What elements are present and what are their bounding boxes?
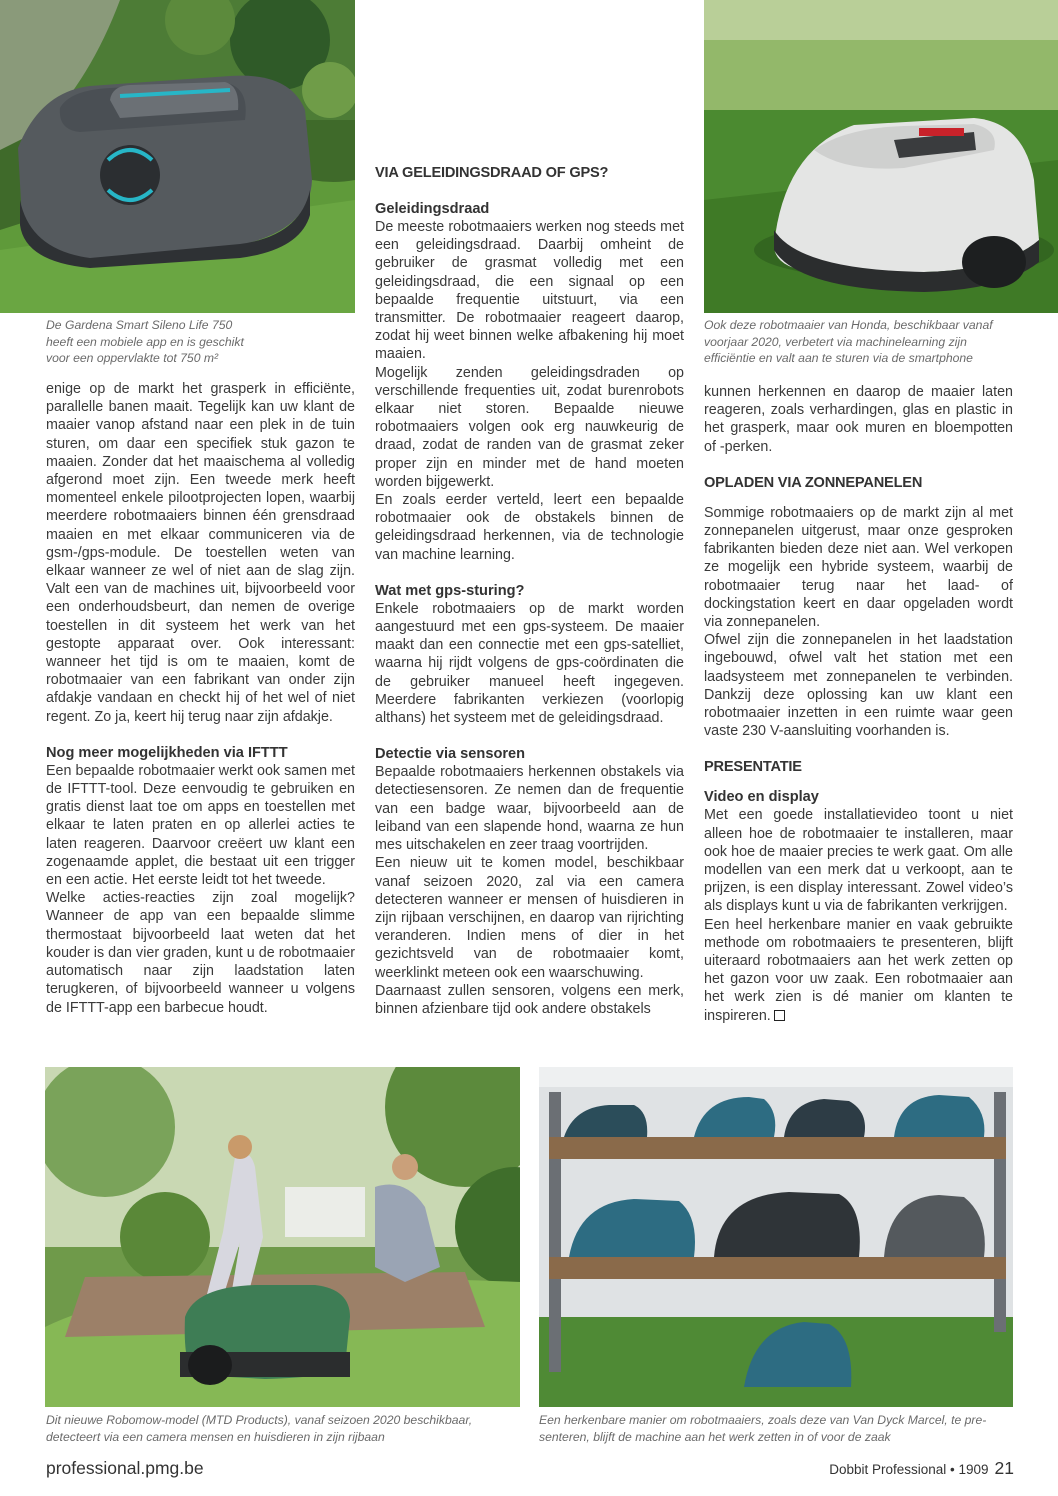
body-paragraph: Enkele robotmaaiers op de markt worden aangestuurd met een gps-systeem. De maaier maakt dan een connectie met een gps-satelliet, waarna hij rijdt volgens de gps-coördinaten die de gebruiker manueel heeft ingegeven. Meerdere fabrikanten verkiezen (voorlopig althans) het systeem met de geleidingsdraad. <box>375 600 684 727</box>
caption-line: Een herkenbare manier om robotmaaiers, zoals deze van Van Dyck Marcel, te pre- <box>539 1413 987 1427</box>
caption-line: Dit nieuwe Robomow-model (MTD Products), vanaf seizoen 2020 beschikbaar, <box>46 1413 473 1427</box>
section-heading-zonnepanelen: OPLADEN VIA ZONNEPANELEN <box>704 474 923 491</box>
section-heading-gps: VIA GELEIDINGSDRAAD OF GPS? <box>375 165 609 181</box>
caption-line: Ook deze robotmaaier van Honda, beschikbaar vanaf <box>704 318 993 332</box>
shop-display-photo <box>539 1067 1013 1407</box>
body-paragraph: En zoals eerder verteld, leert een bepaalde robotmaaier ook de obstakels binnen de geleidingsdraad herkennen, via de technologie van machine learning. <box>375 492 684 563</box>
column-middle <box>375 164 684 1018</box>
caption-line: senteren, blijft de machine aan het werk zetten in of voor de zaak <box>539 1429 891 1444</box>
subheading-sensoren: Detectie via sensoren <box>375 746 526 763</box>
caption-line: voorjaar 2020, verbetert via machinelearning zijn <box>704 334 967 349</box>
body-paragraph: enige op de markt het grasperk in efficiënte, parallelle banen maait. Tegelijk kan uw klant de maaier vanop afstand naar een plek in de tuin sturen, om daar een specifiek stuk gazon te maaien. Zonder dat het maaischema al volledig afgerond moet zijn. Een tweede merk heeft momenteel enkele pilootprojecten lopen, waarbij meerdere robotmaaiers binnen één grensdraad maaien en met elkaar communiceren via de gsm-/gps-module. De toestellen weten van elkaar wanneer ze wel of niet aan de slag zijn. Valt een van de machines uit, bijvoorbeeld voor een onderhoudsbeurt, dan nemen de overige toestellen in dit systeem het werk van het gestopte apparaat over. Ook interessant: wanneer het tijd is om te maaien, komt de robotmaaier van een fabrikant van onder zijn afdakje vandaan en checkt hij of het wel of niet regent. Zo ja, keert hij terug naar zijn afdakje. <box>46 381 355 725</box>
body-paragraph: Een bepaalde robotmaaier werkt ook samen met de IFTTT-tool. Deze eenvoudig te gebruiken en gratis dienst laat toe om apps en toestellen met elkaar te laten praten en op allerlei acties te laten reageren. Daarvoor creëert uw klant een zogenaamde applet, die bestaat uit een trigger en een actie. Het eerste leidt tot het tweede. <box>46 762 355 889</box>
body-paragraph: kunnen herkennen en daarop de maaier laten reageren, zoals verhardingen, glas en plastic in het grasperk, maar ook muren en bloempotten of -perken. <box>704 384 1013 455</box>
footer-url[interactable]: professional.pmg.be <box>46 1458 204 1478</box>
body-paragraph: Sommige robotmaaiers op de markt zijn al met zonnepanelen uitgerust, maar onze gesproken fabrikanten bieden deze niet aan. Wel verkopen ze mogelijk een hybride systeem, waarbij de robotmaaier terug naar het laad- of dockingstation keert en daar opgeladen wordt via zonnepanelen. <box>704 504 1013 631</box>
caption-honda <box>704 317 1034 367</box>
body-paragraph: Welke acties-reacties zijn zoal mogelijk? Wanneer de app van een bepaalde slimme thermostaat bijvoorbeeld laat weten dat het kouder is dan vier graden, kunt u de robotmaaier automatisch naar zijn laadstation laten terugkeren, of bijvoorbeeld wanneer u volgens de IFTTT-app een barbecue houdt. <box>46 890 355 1016</box>
subheading-video-display: Video en display <box>704 789 819 806</box>
honda-mower-photo <box>704 0 1058 313</box>
body-paragraph: Daarnaast zullen sensoren, volgens een merk, binnen afzienbare tijd ook andere obstakels <box>375 982 684 1017</box>
body-paragraph: Mogelijk zenden geleidingsdraden op verschillende frequenties uit, zodat burenrobots elkaar niet storen. Bepaalde nieuwe robotmaaiers volgen ook erg nauwkeurig de draad, zodat de randen van de grasmat zeker proper zijn en minder met de hand moeten worden bijgewerkt. <box>375 364 684 490</box>
caption-line: detecteert via een camera mensen en huisdieren in zijn rijbaan <box>46 1429 385 1444</box>
body-paragraph: Bepaalde robotmaaiers herkennen obstakels via detectiesensoren. Ze nemen dan de frequentie van een badge waar, bijvoorbeeld aan de leiband van een slapende hond, waarna ze hun mes uitschakelen en zeer traag voortrijden. <box>375 764 684 854</box>
caption-line: efficiëntie en valt aan te sturen via de smartphone <box>704 351 973 365</box>
page-number: 21 <box>994 1458 1014 1478</box>
gardena-mower-photo <box>0 0 355 313</box>
column-right <box>704 383 1013 1025</box>
subheading-ifttt: Nog meer mogelijkheden via IFTTT <box>46 744 288 761</box>
caption-shop <box>539 1412 1013 1445</box>
body-paragraph: De meeste robotmaaiers werken nog steeds met een geleidingsdraad. Daarbij omheint de gebruiker de grasmat volledig met een geleidingsdraad, die een signaal op een bepaalde frequentie uitstuurt, via een transmitter. De robotmaaier reageert daarop, zodat hij weet binnen welke afbakening hij moet maaien. <box>375 219 684 363</box>
caption-gardena <box>46 317 346 367</box>
body-text: Een heel herkenbare manier en vaak gebruikte methode om robotmaaiers te presenteren, blijft uiteraard robotmaaiers aan het werk zetten op het gazon voor uw zaak. Een robotmaaier aan het werk zien is dé manier om klanten te inspireren. <box>704 916 1013 1024</box>
body-paragraph <box>704 916 1013 1025</box>
subheading-geleidingsdraad: Geleidingsdraad <box>375 201 490 217</box>
footer-publication <box>829 1458 1014 1479</box>
robomow-family-photo <box>45 1067 520 1407</box>
section-heading-presentatie: PRESENTATIE <box>704 759 802 776</box>
subheading-gps-sturing: Wat met gps-sturing? <box>375 582 525 599</box>
body-paragraph: Met een goede installatievideo toont u niet alleen hoe de robotmaaier te installeren, maar ook hoe de maaier precies te werk gaat. Om alle modellen van een merk dat u verkoopt, aan te prijzen, is een display interessant. Zowel video’s als displays kunt u via de fabrikanten verkrijgen. <box>704 807 1013 915</box>
column-left <box>46 380 355 1017</box>
body-paragraph: Een nieuw uit te komen model, beschikbaar vanaf seizoen 2020, zal via een camera detecteren wanneer er mensen of huisdieren in zijn rijbaan verschijnen, en daarop van rijrichting veranderen. Indien mens of dier in het gezichtsveld van de robotmaaier komt, weerklinkt meteen ook een waarschuwing. <box>375 855 684 981</box>
body-paragraph: Ofwel zijn die zonnepanelen in het laadstation ingebouwd, ofwel valt het station met een laadsysteem met zonnepanelen te verbinden. Dankzij deze oplossing kan uw klant een robotmaaier inzetten in een ruimte waar geen vaste 230 V-aansluiting voorhanden is. <box>704 632 1013 740</box>
caption-robomow <box>46 1412 516 1445</box>
publication-name: Dobbit Professional • 1909 <box>829 1462 989 1477</box>
end-of-article-icon <box>774 1010 785 1021</box>
caption-line: De Gardena Smart Sileno Life 750 <box>46 318 233 332</box>
caption-line: voor een oppervlakte tot 750 m² <box>46 351 219 365</box>
caption-line: heeft een mobiele app en is geschikt <box>46 334 244 349</box>
